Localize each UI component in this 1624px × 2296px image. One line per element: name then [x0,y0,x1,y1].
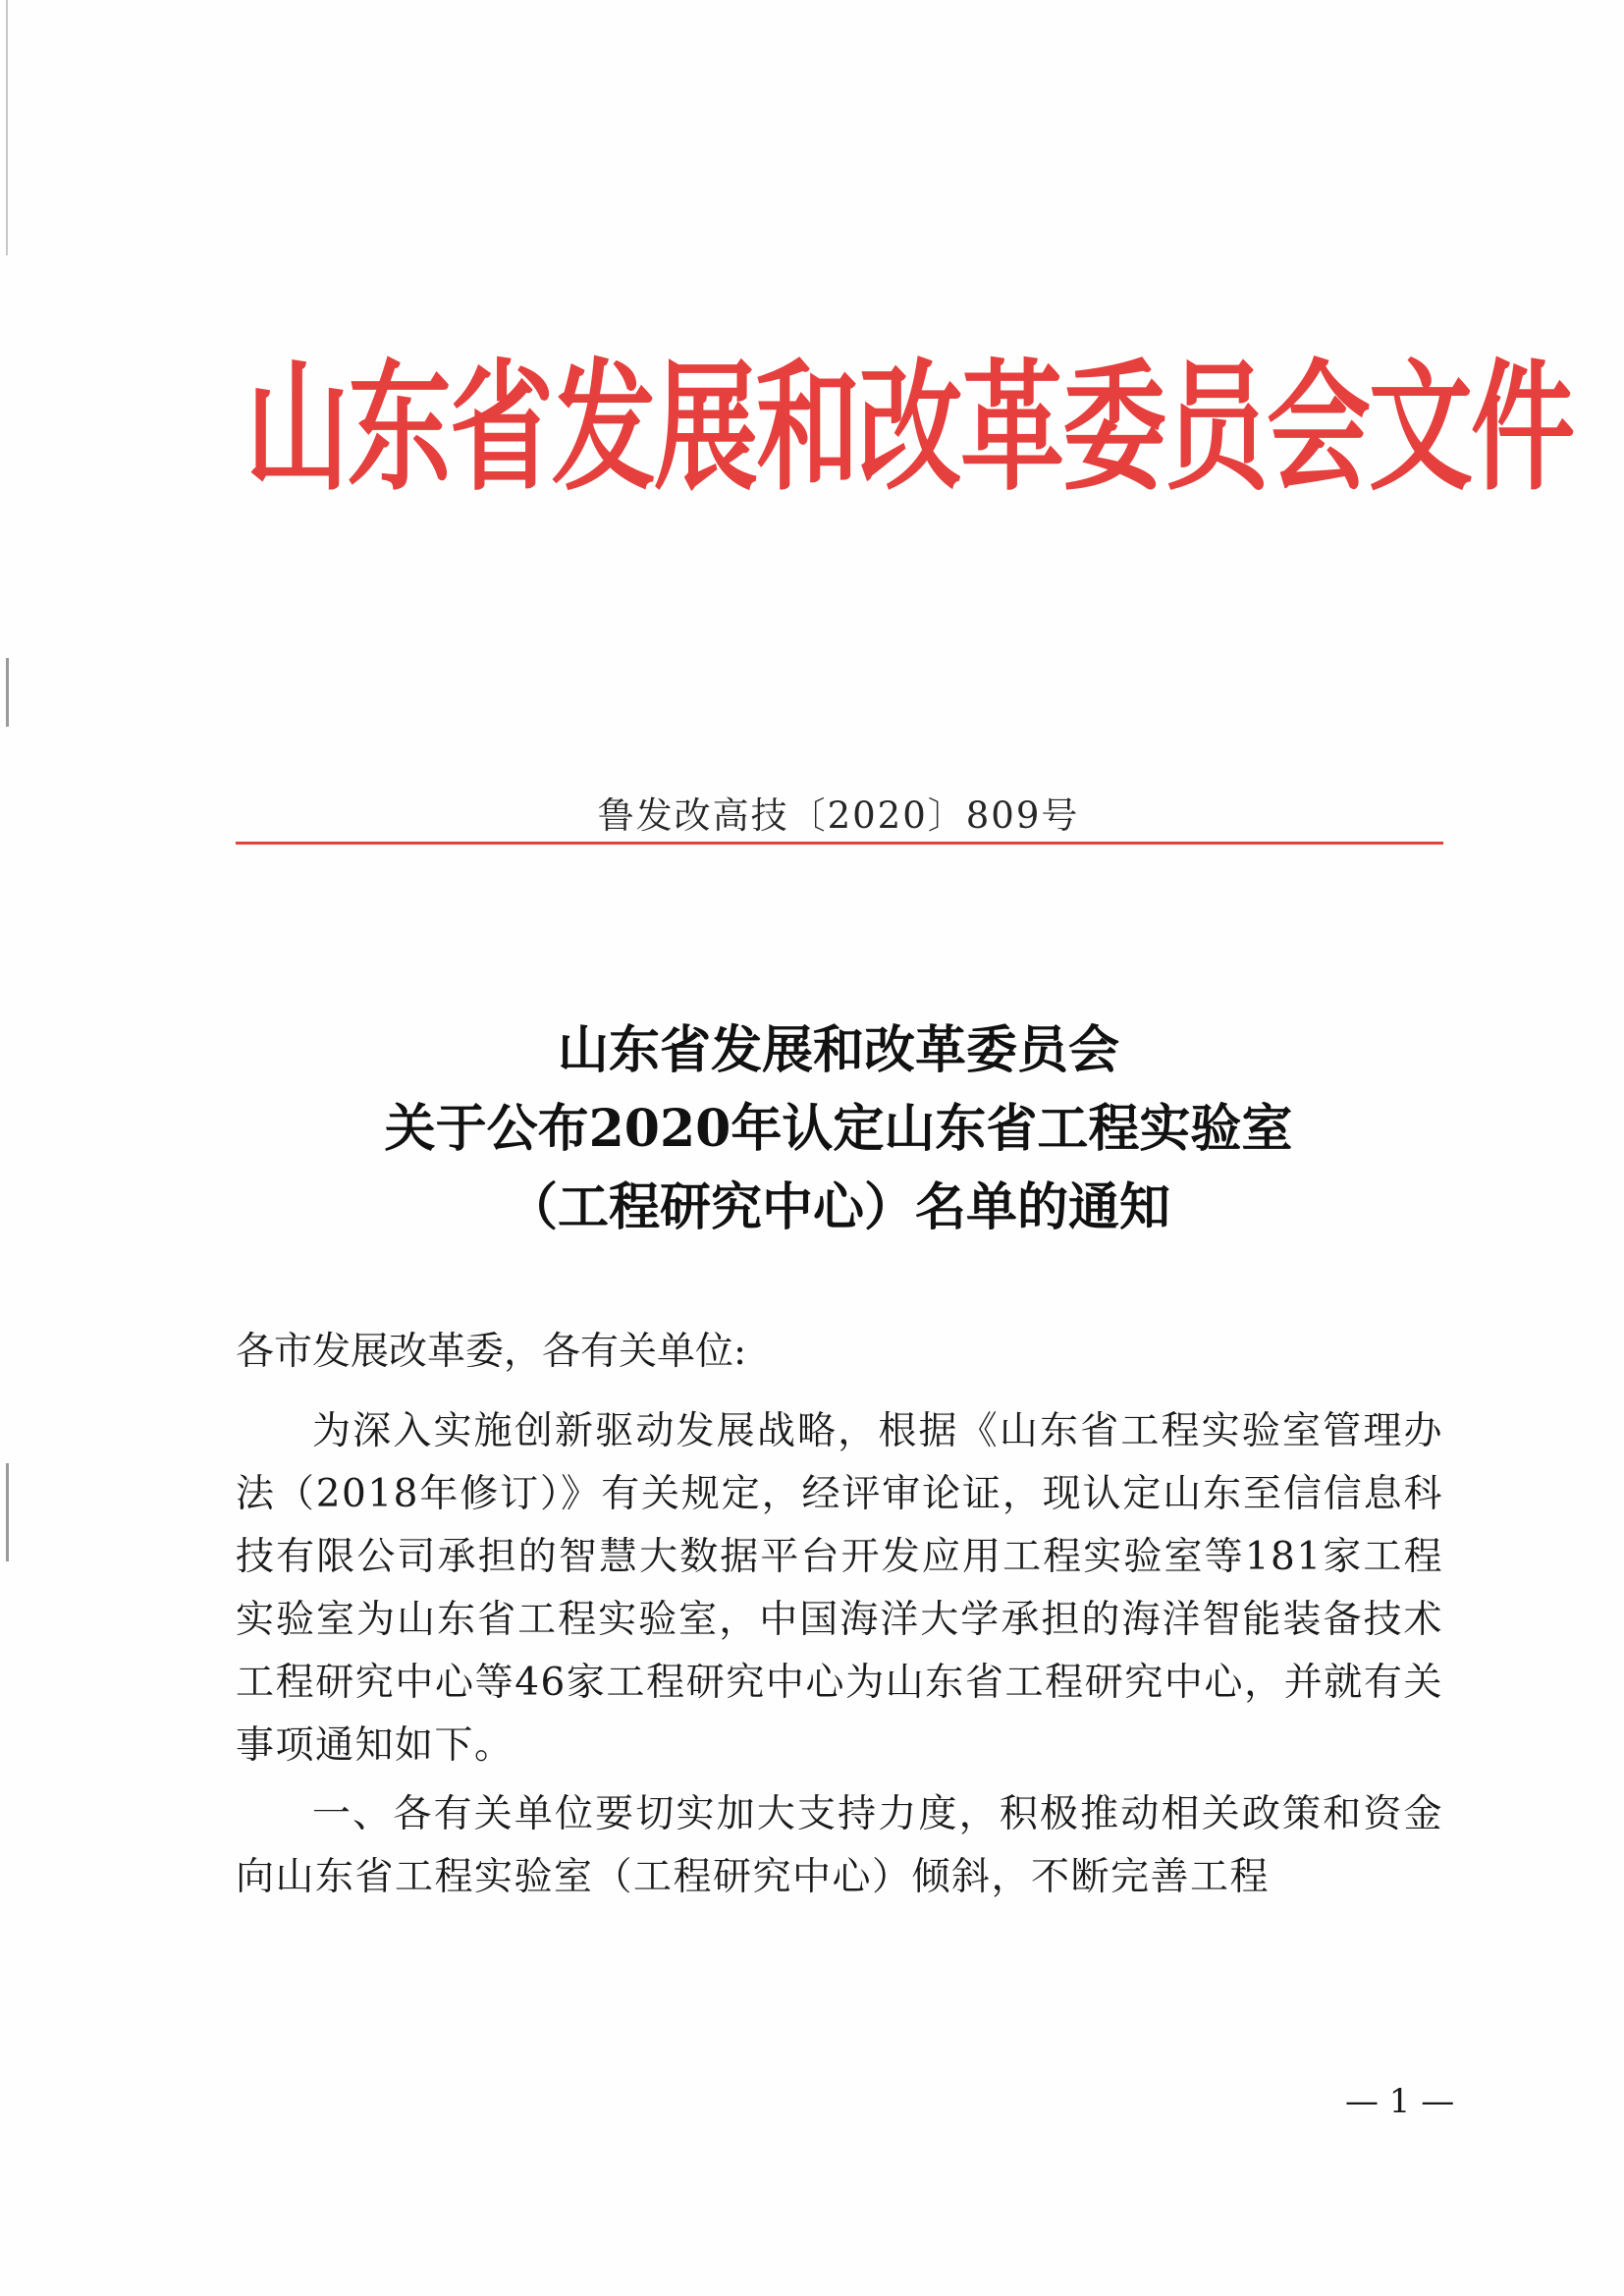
document-masthead: 山东省发展和改革委员会文件 [245,346,1573,510]
page-number: — 1 — [1345,2082,1455,2121]
body-text [236,1400,1443,1915]
body-paragraph: 一、各有关单位要切实加大支持力度，积极推动相关政策和资金向山东省工程实验室（工程研究中心）倾斜，不断完善工程 [236,1792,1443,1899]
document-number: 鲁发改高技〔2020〕809号 [597,794,1080,837]
scan-edge-artifact [6,0,8,255]
title-line-2: 关于公布2020年认定山东省工程实验室 [384,1099,1293,1159]
scan-edge-artifact [6,658,9,727]
scan-edge-artifact [6,1463,9,1561]
document-title [236,1011,1441,1247]
salutation: 各市发展改革委，各有关单位: [236,1330,747,1374]
title-line-3: （工程研究中心）名单的通知 [506,1177,1170,1237]
red-divider-rule [236,842,1443,845]
body-paragraph: 为深入实施创新驱动发展战略，根据《山东省工程实验室管理办法（2018年修订）》有关规定，经评审论证，现认定山东至信信息科技有限公司承担的智慧大数据平台开发应用工程实验室等181家工程实验室为山东省工程实验室，中国海洋大学承担的海洋智能装备技术工程研究中心等46家工程研究中心为山东省工程研究中心，并就有关事项通知如下。 [236,1409,1443,1768]
title-line-1: 山东省发展和改革委员会 [557,1020,1119,1080]
